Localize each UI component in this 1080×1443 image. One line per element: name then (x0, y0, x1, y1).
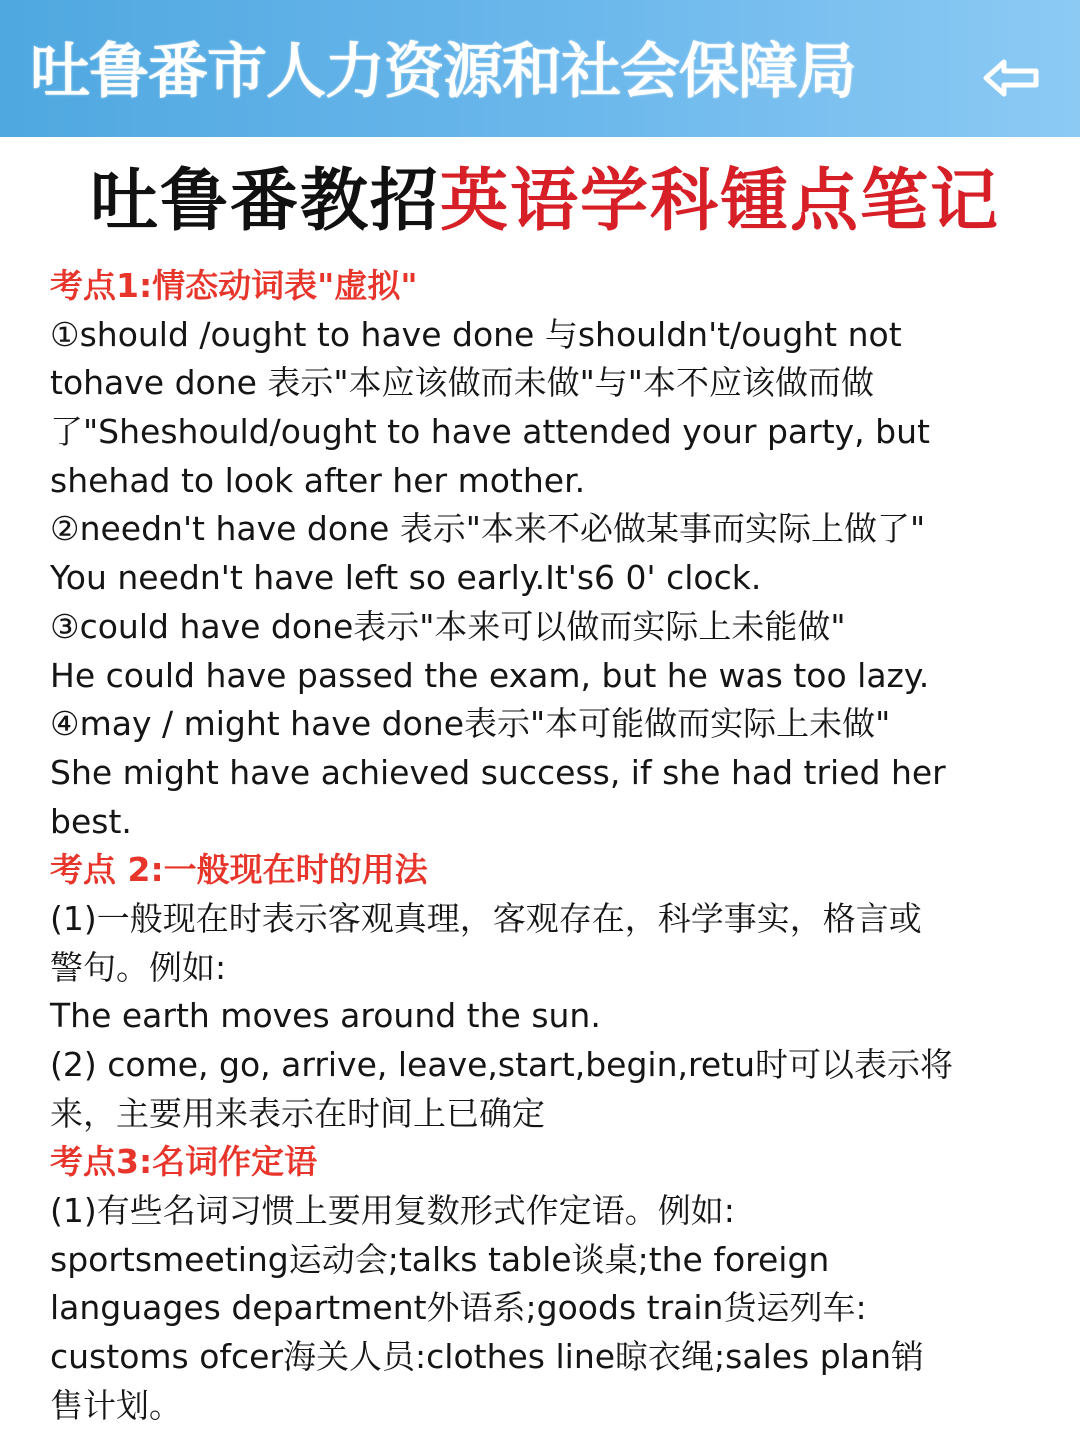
text-line: (1)一般现在时表示客观真理，客观存在，科学事实，格言或 (50, 898, 922, 938)
text-line: ①should /ought to have done 与shouldn't/ought not (50, 314, 902, 354)
text-line: ④may / might have done表示"本可能做而实际上未做" (50, 704, 891, 744)
text-line: 警句。例如: (50, 947, 227, 987)
banner-title: 吐鲁番市人力资源和社会保障局 (30, 37, 856, 107)
text-line: 售计划。 (50, 1385, 182, 1425)
section-heading: 考点 2:一般现在时的用法 (50, 850, 428, 890)
text-line: customs ofcer海关人员:clothes line晾衣绳;sales plan销 (50, 1337, 924, 1377)
text-line: tohave done 表示"本应该做而未做"与"本不应该做而做 (50, 363, 874, 403)
text-line: She might have achieved success, if she had tried her (50, 752, 946, 792)
section-heading: 考点3:名词作定语 (50, 1142, 318, 1182)
text-line: He could have passed the exam, but he was too lazy. (50, 655, 930, 695)
text-line: ②needn't have done 表示"本来不必做某事而实际上做了" (50, 509, 926, 549)
section-heading: 考点1:情态动词表"虚拟" (50, 266, 418, 305)
notes-content (50, 262, 1050, 1431)
text-line: (1)有些名词习惯上要用复数形式作定语。例如: (50, 1191, 735, 1231)
text-line: 来，主要用来表示在时间上已确定 (50, 1093, 545, 1133)
text-line: 了"Sheshould/ought to have attended your party, but (50, 412, 930, 452)
main-title (90, 160, 1000, 244)
text-line: sportsmeeting运动会;talks table谈桌;the foreign (50, 1239, 830, 1279)
main-title-part1: 吐鲁番教招 (90, 162, 441, 241)
text-line: You needn't have left so early.It's6 0' clock. (50, 558, 762, 598)
text-line: ③could have done表示"本来可以做而实际上未能做" (50, 606, 846, 646)
main-title-part2: 英语学科锺点笔记 (440, 162, 1001, 241)
text-line: (2) come, go, arrive, leave,start,begin,retu时可以表示将 (50, 1045, 954, 1084)
text-line: The earth moves around the sun. (50, 996, 601, 1036)
left-arrow-icon (982, 58, 1040, 98)
text-line: shehad to look after her mother. (50, 460, 586, 500)
text-line: best. (50, 801, 132, 841)
header-banner (0, 0, 1080, 137)
text-line: languages department外语系;goods train货运列车: (50, 1288, 867, 1328)
